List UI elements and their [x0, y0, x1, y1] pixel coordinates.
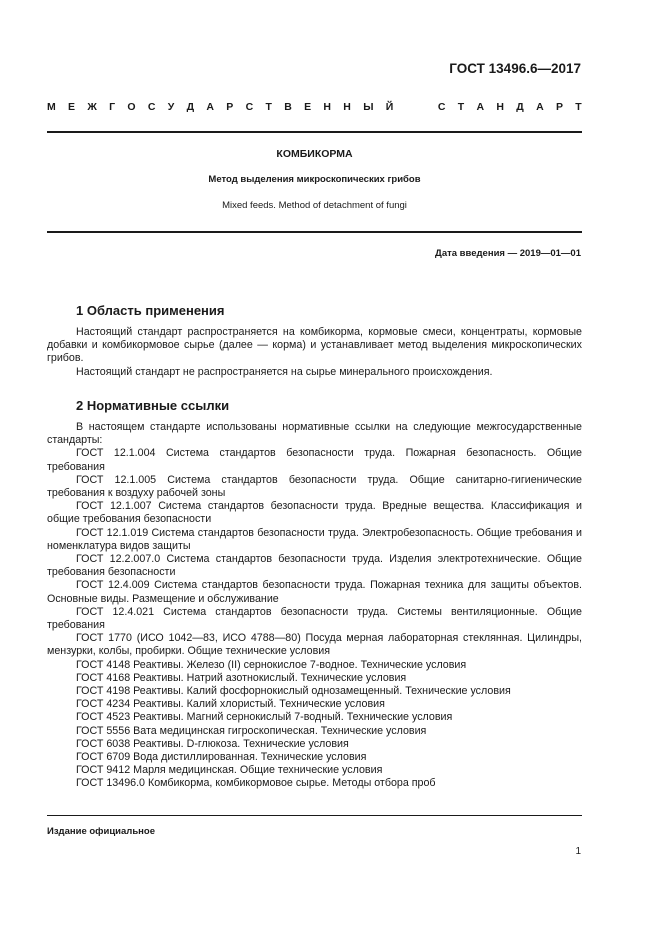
banner-letter: Ж — [87, 101, 97, 113]
reference-item: ГОСТ 6709 Вода дистиллированная. Технические условия — [76, 751, 367, 764]
reference-item: ГОСТ 12.1.019 Система стандартов безопасности труда. Электробезопасность. Общие требования и номенклатура видов защиты — [47, 526, 582, 552]
reference-item: ГОСТ 1770 (ИСО 1042—83, ИСО 4788—80) Посуда мерная лабораторная стеклянная. Цилиндры, мензурки, колбы, пробирки. Общие технические условия — [47, 632, 582, 658]
reference-item: ГОСТ 5556 Вата медицинская гигроскопическая. Технические условия — [76, 724, 427, 737]
reference-item: ГОСТ 4198 Реактивы. Калий фосфорнокислый однозамещенный. Технические условия — [76, 685, 511, 698]
document-subtitle: Метод выделения микроскопических грибов — [208, 174, 421, 185]
banner-letter: Е — [304, 101, 312, 113]
section-1-heading: 1 Область применения — [76, 303, 225, 318]
edition-label: Издание официальное — [47, 826, 155, 837]
banner-letter: Г — [109, 101, 116, 113]
footer-divider — [47, 815, 582, 816]
banner-letter: А — [206, 101, 214, 113]
reference-item: ГОСТ 13496.0 Комбикорма, комбикормовое сырье. Методы отбора проб — [76, 777, 436, 790]
banner-letter: Н — [323, 101, 331, 113]
section-1-body — [47, 326, 582, 379]
reference-item: ГОСТ 4234 Реактивы. Калий хлористый. Технические условия — [76, 698, 385, 711]
banner-letter: Р — [226, 101, 234, 113]
reference-item: ГОСТ 4523 Реактивы. Магний сернокислый 7-водный. Технические условия — [76, 711, 453, 724]
banner-letter: Р — [555, 101, 563, 113]
banner-letter: С — [437, 101, 446, 113]
reference-item: ГОСТ 4168 Реактивы. Натрий азотнокислый. Технические условия — [76, 671, 407, 684]
banner-letter: С — [147, 101, 156, 113]
section-2-intro: В настоящем стандарте использованы нормативные ссылки на следующие межгосударственные стандарты: — [47, 421, 582, 447]
banner-letter: Д — [186, 101, 195, 113]
reference-item: ГОСТ 12.1.007 Система стандартов безопасности труда. Вредные вещества. Классификация и общие требования безопасности — [47, 500, 582, 526]
reference-item: ГОСТ 4148 Реактивы. Железо (II) сернокислое 7-водное. Технические условия — [76, 658, 467, 671]
english-title: Mixed feeds. Method of detachment of fungi — [222, 200, 407, 211]
banner-letter: Ы — [363, 101, 374, 113]
banner-letter: У — [167, 101, 175, 113]
document-title: КОМБИКОРМА — [276, 148, 353, 160]
reference-list — [47, 421, 582, 791]
banner-word-gap — [406, 101, 426, 113]
section-2-heading: 2 Нормативные ссылки — [76, 398, 230, 413]
interstate-standard-banner — [47, 101, 582, 113]
reference-item: ГОСТ 12.4.021 Система стандартов безопасности труда. Системы вентиляционные. Общие требования — [47, 605, 582, 632]
section-1-paragraph: Настоящий стандарт распространяется на комбикорма, кормовые смеси, концентраты, кормовые добавки и комбикормовое сырье (далее — корма) и устанавливает метод выделения микроскопических грибов. — [47, 326, 582, 365]
banner-letter: Н — [343, 101, 351, 113]
reference-item: ГОСТ 9412 Марля медицинская. Общие технические условия — [76, 764, 383, 777]
introduction-date: Дата введения — 2019—01—01 — [435, 248, 581, 259]
banner-letter: А — [476, 101, 485, 113]
page-number: 1 — [575, 846, 581, 857]
banner-letter: С — [245, 101, 254, 113]
banner-letter: Й — [385, 101, 394, 113]
reference-item: ГОСТ 12.1.004 Система стандартов безопасности труда. Пожарная безопасность. Общие требования — [47, 447, 582, 473]
banner-letter: Д — [516, 101, 524, 113]
banner-letter: А — [536, 101, 544, 113]
banner-letter: В — [284, 101, 292, 113]
document-number: ГОСТ 13496.6—2017 — [449, 61, 581, 76]
reference-item: ГОСТ 12.4.009 Система стандартов безопасности труда. Пожарная техника для защиты объектов. Основные виды. Размещение и обслуживание — [47, 579, 582, 605]
banner-letter: О — [127, 101, 136, 113]
banner-letter: Т — [265, 101, 272, 113]
title-divider — [47, 231, 582, 233]
top-divider — [47, 131, 582, 133]
section-1-paragraph: Настоящий стандарт не распространяется на сырье минерального происхождения. — [76, 365, 493, 378]
reference-item: ГОСТ 12.2.007.0 Система стандартов безопасности труда. Изделия электротехнические. Общие требования безопасности — [47, 553, 582, 579]
reference-item: ГОСТ 6038 Реактивы. D-глюкоза. Технические условия — [76, 737, 349, 750]
banner-letter: Т — [457, 101, 465, 113]
banner-letter: Е — [68, 101, 76, 113]
banner-letter: Т — [575, 101, 582, 113]
banner-letter: М — [47, 101, 56, 113]
banner-letter: Н — [496, 101, 504, 113]
reference-item: ГОСТ 12.1.005 Система стандартов безопасности труда. Общие санитарно-гигиенические требования к воздуху рабочей зоны — [47, 473, 582, 500]
